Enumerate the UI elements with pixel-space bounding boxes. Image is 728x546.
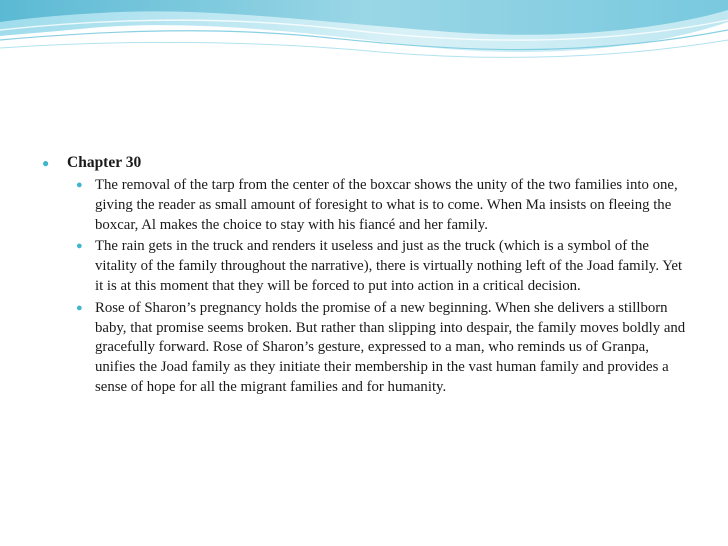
bullet-icon: ● (76, 301, 83, 314)
bullet-list (42, 176, 692, 398)
chapter-heading-item (42, 153, 692, 173)
slide-content (42, 153, 692, 400)
bullet-icon: ● (76, 179, 83, 191)
list-item-text: Rose of Sharon’s pregnancy holds the promise of a new beginning. When she delivers a stillborn baby, that promise seems broken. But rather than slipping into despair, the family moves boldly and gracefully forward. Rose of Sharon’s gesture, expressed to a man, who reminds us of Granpa, unifies the Joad family as they initiate their membership in the vast human family and provides a sense of hope for all the migrant families and for humanity. (95, 299, 686, 395)
list-item-text: The rain gets in the truck and renders it useless and just as the truck (which is a symbol of the vitality of the family throughout the narrative), there is virtually nothing left of the Joad family. Yet it is at this moment that they will be forced to put into action in a critical decision. (95, 238, 683, 294)
list-item (42, 176, 692, 235)
wave-header-decoration (0, 0, 728, 80)
list-item-text: The removal of the tarp from the center of the boxcar shows the unity of the two families into one, giving the reader as small amount of foresight to what is to come. When Ma insists on fleeing the boxcar, Al makes the choice to stay with his fiancé and her family. (95, 177, 678, 233)
list-item (42, 237, 692, 296)
bullet-icon: ● (76, 240, 83, 253)
list-item (42, 299, 692, 398)
bullet-icon: ● (42, 156, 50, 170)
chapter-heading: Chapter 30 (67, 154, 142, 171)
